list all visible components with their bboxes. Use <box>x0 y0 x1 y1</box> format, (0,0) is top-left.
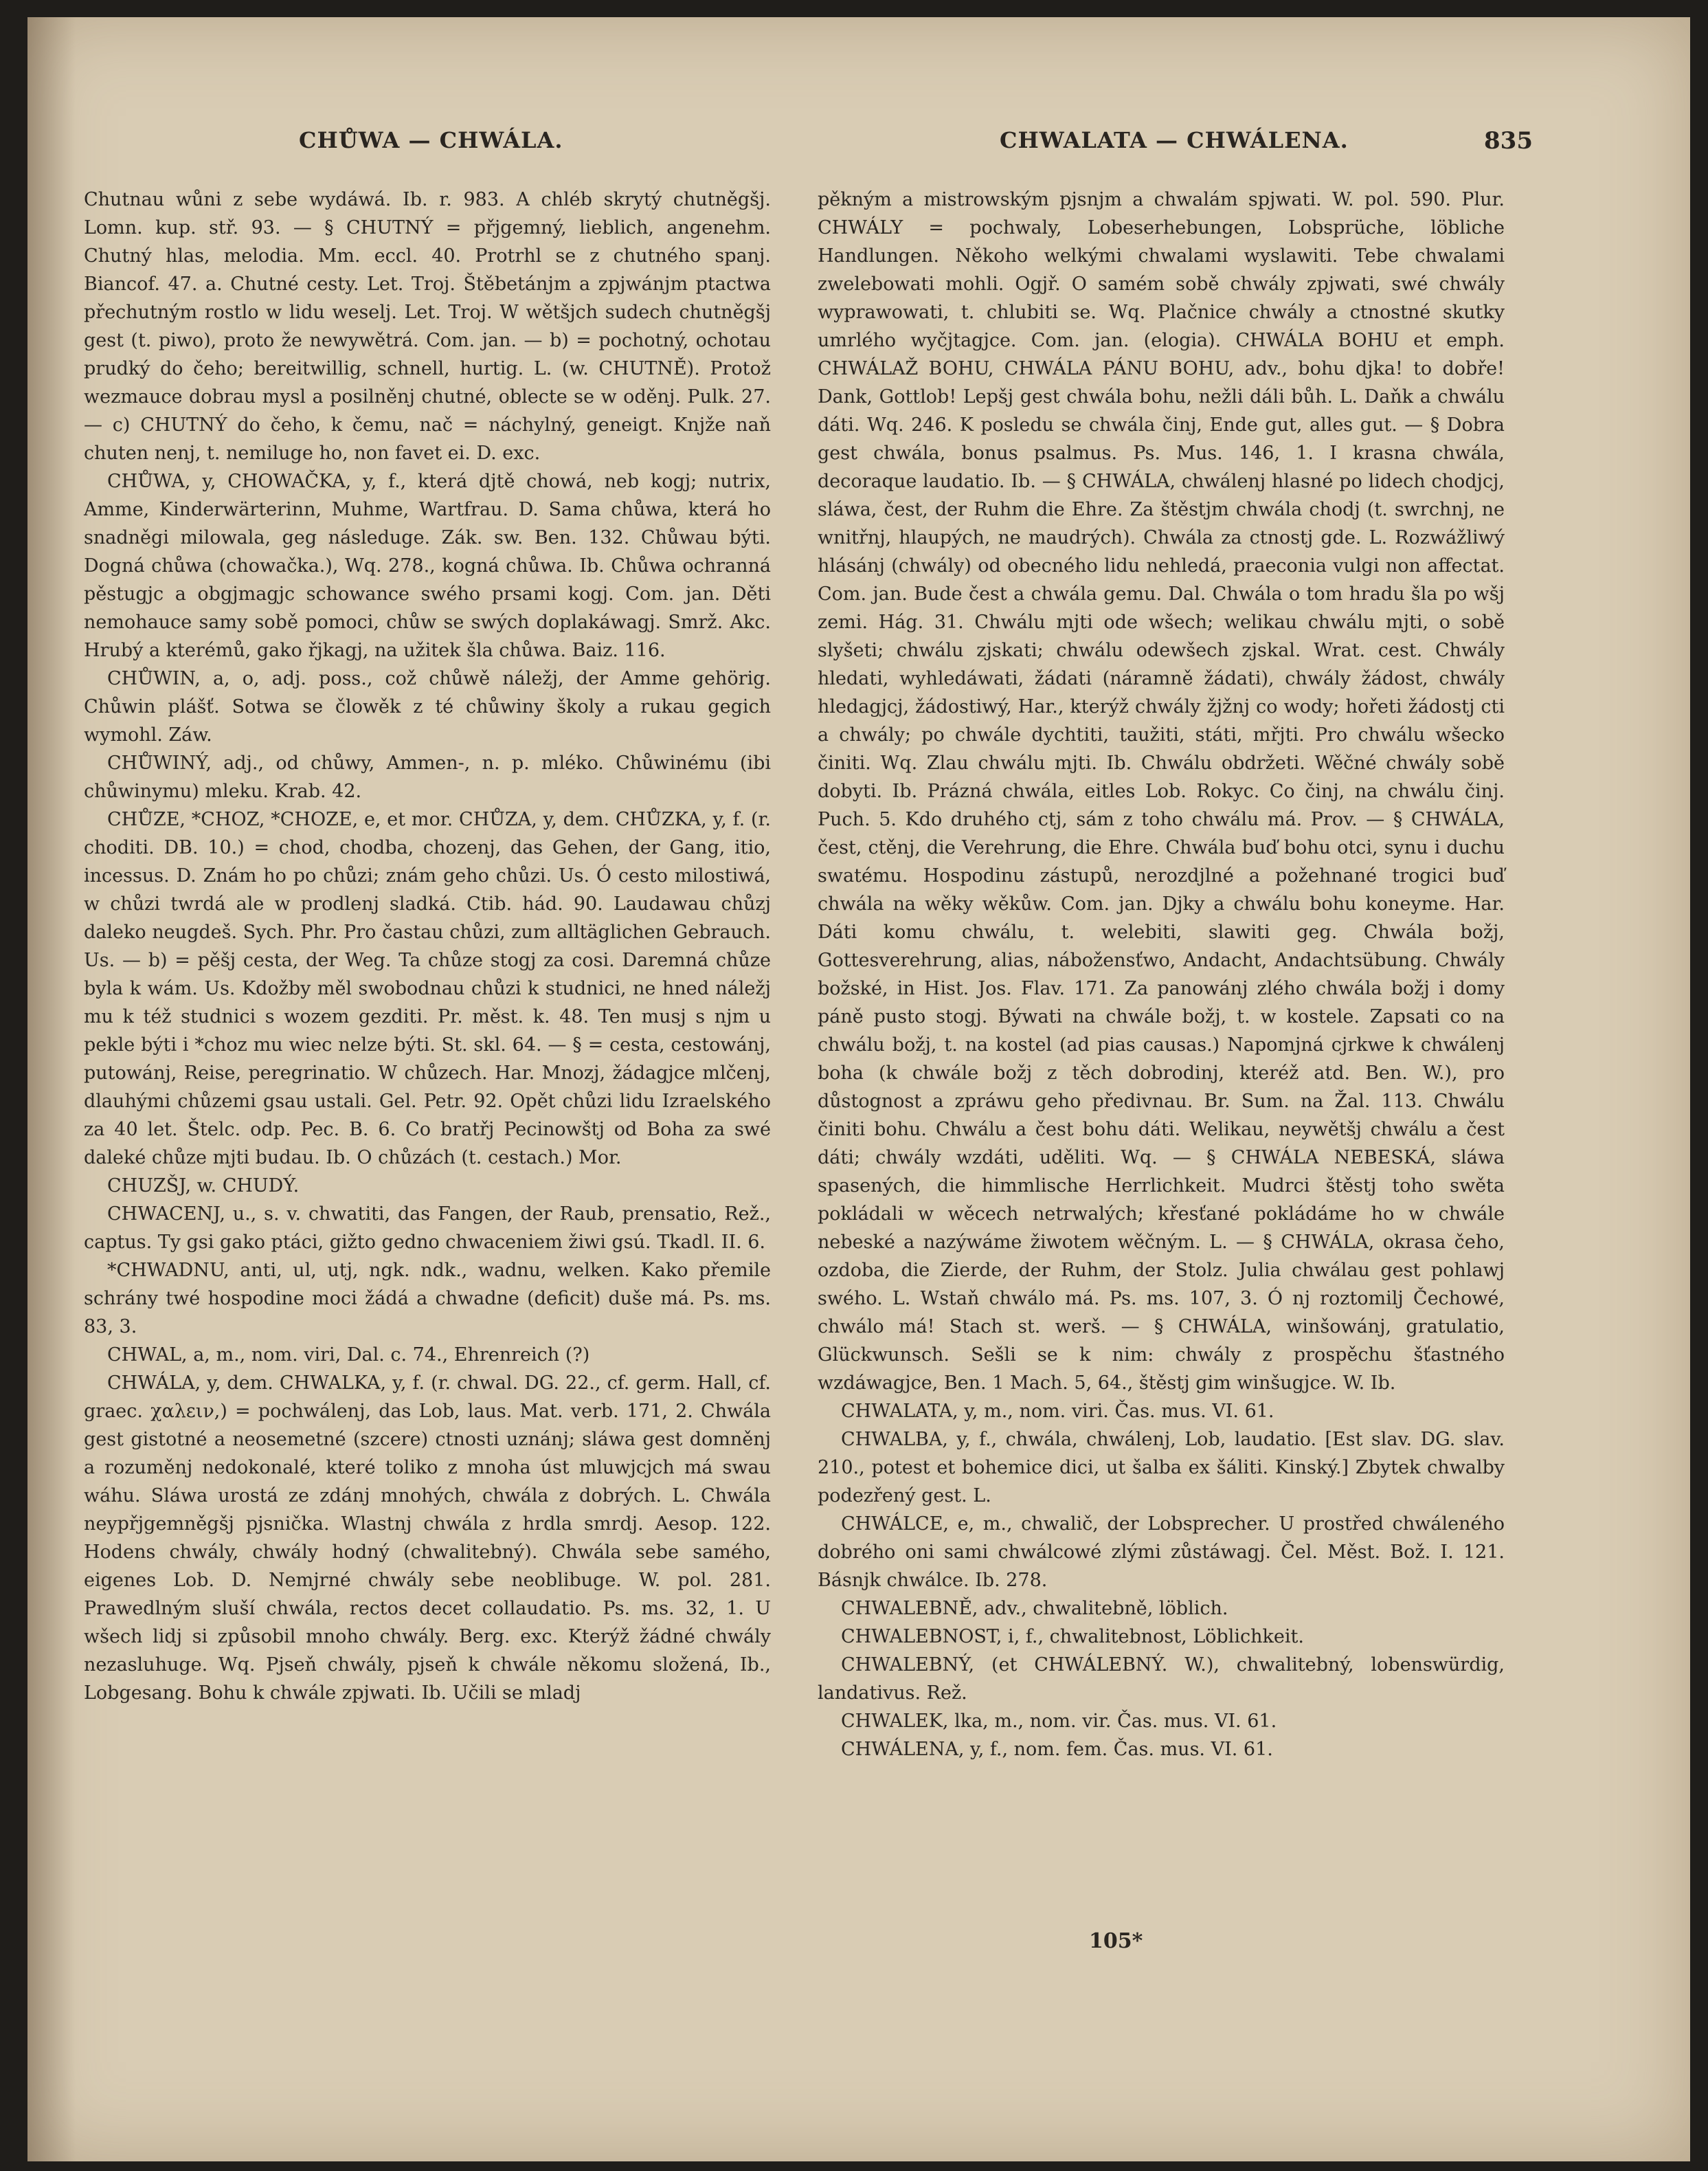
running-head-right: CHWALATA — CHWÁLENA. <box>1000 127 1349 153</box>
running-head-left: CHŮWA — CHWÁLA. <box>299 127 563 153</box>
entry-paragraph: CHŮZE, *CHOZ, *CHOZE, e, et mor. CHŮZA, y, dem. CHŮZKA, y, f. (r. choditi. DB. 10.) = chod, chodba, chozenj, das Gehen, der Gang, itio, incessus. D. Znám ho po chůzi; znám geho chůzi. Us. Ó cesto milostiwá, w chůzi twrdá ale w prodlenj sladká. Ctib. hád. 90. Laudawau chůzj daleko neugdeš. Sych. Phr. Pro častau chůzi, zum alltäglichen Gebrauch. Us. — b) = pěšj cesta, der Weg. Ta chůze stogj za cosi. Daremná chůze byla k wám. Us. Kdožby měl swobodnau chůzi k studnici, ne hned náležj mu k též studnici s wozem gezditi. Pr. měst. k. 48. Ten musj s njm u pekle býti i *choz mu wiec nelze býti. St. skl. 64. — § = cesta, cestowánj, putowánj, Reise, peregrinatio. W chůzech. Har. Mnozj, žádagjce mlčenj, dlauhými chůzemi gsau ustali. Gel. Petr. 92. Opět chůzi lidu Izraelského za 40 let. Štelc. odp. Pec. B. 6. Co bratřj Pecinowštj od Boha za swé daleké chůze mjti budau. Ib. O chůzách (t. cestach.) Mor. <box>84 809 771 1168</box>
entry-paragraph: CHWALEBNĚ, adv., chwalitebně, löblich. <box>841 1598 1228 1619</box>
entry-paragraph: Chutnau wůni z sebe wydáwá. Ib. r. 983. A chléb skrytý chutněgšj. Lomn. kup. stř. 93. — § CHUTNÝ = přjgemný, lieblich, angenehm. Chutný hlas, melodia. Mm. eccl. 40. Protrhl se z chutného spanj. Biancof. 47. a. Chutné cesty. Let. Troj. Štěbetánjm a zpjwánjm ptactwa přechutným rostlo w lidu weselj. Let. Troj. W wětšjch sudech chutněgšj gest (t. piwo), proto že newywětrá. Com. jan. — b) = pochotný, ochotau prudký do čeho; bereitwillig, schnell, hurtig. L. (w. CHUTNĚ). Protož wezmauce dobrau mysl a posilněnj chutné, oblecte se w oděnj. Pulk. 27. — c) CHUTNÝ do čeho, k čemu, nač = náchylný, geneigt. Knjže naň chuten nenj, t. nemiluge ho, non favet ei. D. exc. <box>84 189 771 464</box>
entry-paragraph: CHŮWA, y, CHOWAČKA, y, f., která djtě chowá, neb kogj; nutrix, Amme, Kinderwärterinn, Muhme, Wartfrau. D. Sama chůwa, která ho snadněgi milowala, geg následuge. Zák. sw. Ben. 132. Chůwau býti. Dogná chůwa (chowačka.), Wq. 278., kogná chůwa. Ib. Chůwa ochranná pěstugjc a obgjmagjc schowance swého prsami kogj. Com. jan. Děti nemohauce samy sobě pomoci, chůw se swých doplakáwagj. Smrž. Akc. Hrubý a kterémů, gako řjkagj, na užitek šla chůwa. Baiz. 116. <box>84 471 771 661</box>
left-column <box>84 186 771 1707</box>
page-fold-shadow <box>27 17 76 2161</box>
entry-paragraph: CHŮWIN, a, o, adj. poss., což chůwě náležj, der Amme gehörig. Chůwin plášť. Sotwa se člowěk z té chůwiny školy a rukau gegich wymohl. Záw. <box>84 668 771 746</box>
entry-paragraph: CHUZŠJ, w. CHUDÝ. <box>107 1175 300 1196</box>
page-sheet <box>27 17 1690 2161</box>
signature-mark: 105* <box>1089 1929 1143 1953</box>
page-number: 835 <box>1484 127 1533 155</box>
entry-paragraph: CHWÁLA, y, dem. CHWALKA, y, f. (r. chwal. DG. 22., cf. germ. Hall, cf. graec. χαλειν,) = pochwálenj, das Lob, laus. Mat. verb. 171, 2. Chwála gest gistotné a neosemetné (szcere) ctnosti uznánj; sláwa gest domněnj a rozuměnj nedokonalé, které toliko z mnoha úst mluwjcjch má swau wáhu. Sláwa urostá ze zdánj mnohých, chwála z dobrých. L. Chwála neypřjgemněgšj pjsnička. Wlastnj chwála z hrdla smrdj. Aesop. 122. Hodens chwály, chwály hodný (chwalitebný). Chwála sebe samého, eigenes Lob. D. Nemjrné chwály sebe neoblibuge. W. pol. 281. Prawedlným sluší chwála, rectos decet collaudatio. Ps. ms. 32, 1. U wšech lidj si způsobil mnoho chwály. Berg. exc. Kterýž žádné chwály nezasluhuge. Wq. Pjseň chwály, pjseň k chwále někomu složená, Ib., Lobgesang. Bohu k chwále zpjwati. Ib. Učili se mladj <box>84 1372 771 1704</box>
entry-paragraph: *CHWADNU, anti, ul, utj, ngk. ndk., wadnu, welken. Kako přemile schrány twé hospodine moci žádá a chwadne (deficit) duše má. Ps. ms. 83, 3. <box>84 1260 771 1337</box>
entry-paragraph: CHWÁLENA, y, f., nom. fem. Čas. mus. VI. 61. <box>841 1739 1273 1760</box>
entry-paragraph: CHWALEK, lka, m., nom. vir. Čas. mus. VI. 61. <box>841 1711 1277 1732</box>
entry-paragraph: CHWALEBNOST, i, f., chwalitebnost, Löblichkeit. <box>841 1626 1304 1647</box>
entry-paragraph: CHWALATA, y, m., nom. viri. Čas. mus. VI. 61. <box>841 1401 1274 1422</box>
entry-paragraph: CHWAL, a, m., nom. viri, Dal. c. 74., Ehrenreich (?) <box>107 1344 590 1366</box>
right-column <box>818 186 1505 1763</box>
entry-paragraph: CHWALBA, y, f., chwála, chwálenj, Lob, laudatio. [Est slav. DG. slav. 210., potest et bohemice dici, ut šalba ex šáliti. Kinský.] Zbytek chwalby podezřený gest. L. <box>818 1429 1505 1506</box>
entry-paragraph: CHWÁLCE, e, m., chwalič, der Lobsprecher. U prostřed chwáleného dobrého oni sami chwálcowé zlými zůstáwagj. Čel. Měst. Bož. I. 121. Básnjk chwálce. Ib. 278. <box>818 1513 1505 1591</box>
entry-paragraph: CHŮWINÝ, adj., od chůwy, Ammen-, n. p. mléko. Chůwinému (ibi chůwinymu) mleku. Krab. 42. <box>84 753 771 802</box>
entry-paragraph: pěkným a mistrowským pjsnjm a chwalám spjwati. W. pol. 590. Plur. CHWÁLY = pochwaly, Lobeserhebungen, Lobsprüche, löbliche Handlungen. Někoho welkými chwalami wyslawiti. Tebe chwalami zwelebowati mohli. Ogjř. O samém sobě chwály zpjwati, swé chwály wyprawowati, t. chlubiti se. Wq. Plačnice chwály a ctnostné skutky umrlého wyčjtagjce. Com. jan. (elogia). CHWÁLA BOHU et emph. CHWÁLAŽ BOHU, CHWÁLA PÁNU BOHU, adv., bohu djka! to dobře! Dank, Gottlob! Lepšj gest chwála bohu, nežli dáli bůh. L. Daňk a chwálu dáti. Wq. 246. K posledu se chwála činj, Ende gut, alles gut. — § Dobra gest chwála, bonus psalmus. Ps. Mus. 146, 1. I krasna chwála, decoraque laudatio. Ib. — § CHWÁLA, chwálenj hlasné po lidech chodjcj, sláwa, čest, der Ruhm die Ehre. Za štěstjm chwála chodj (t. swrchnj, ne wnitřnj, hlaupých, ne maudrých). Chwála za ctnostj gde. L. Rozwážliwý hlásánj (chwály) od obecného lidu nehledá, praeconia vulgi non affectat. Com. jan. Bude čest a chwála gemu. Dal. Chwála o tom hradu šla po wšj zemi. Hág. 31. Chwálu mjti ode wšech; welikau chwálu mjti, o sobě slyšeti; chwálu zjskati; chwálu odewšech zjskal. Wrat. cest. Chwály hledati, wyhledáwati, žádati (náramně žádati), chwály žádost, chwály hledagjcj, žádostiwý, Har., kterýž chwály žjžnj co wody; hořeti žádostj cti a chwály; po chwále dychtiti, taužiti, státi, mřjti. Pro chwálu wšecko činiti. Wq. Zlau chwálu mjti. Ib. Chwálu obdržeti. Wěčné chwály sobě dobyti. Ib. Prázná chwála, eitles Lob. Rokyc. Co činj, na chwálu činj. Puch. 5. Kdo druhého ctj, sám z toho chwálu má. Prov. — § CHWÁLA, čest, ctěnj, die Verehrung, die Ehre. Chwála buď bohu otci, synu i duchu swatému. Hospodinu zástupů, nerozdjlné a požehnané trogici buď chwála na wěky wěkůw. Com. jan. Djky a chwálu bohu koneyme. Har. Dáti komu chwálu, t. welebiti, slawiti geg. Chwála božj, Gottesverehrung, alias, nábožensťwo, Andacht, Andachtsübung. Chwály božské, in Hist. Jos. Flav. 171. Za panowánj zlého chwála božj i domy páně pusto stogj. Býwati na chwále božj, t. w kostele. Zapsati co na chwálu božj, t. na kostel (ad pias causas.) Napomjná cjrkwe k chwálenj boha (k chwále božj z těch dobrodinj, kteréž atd. Ben. W.), pro důstognost a zpráwu geho předivnau. Br. Sum. na Žal. 113. Chwálu činiti bohu. Chwálu a čest bohu dáti. Welikau, neywětšj chwálu a čest dáti; chwály wzdáti, uděliti. Wq. — § CHWÁLA NEBESKÁ, sláwa spasených, die himmlische Herrlichkeit. Mudrci štěstj toho swěta pokládali w wěcech netrwalých; křesťané pokládáme ho w chwále nebeské a nazýwáme žiwotem wěčným. L. — § CHWÁLA, okrasa čeho, ozdoba, die Zierde, der Ruhm, der Stolz. Julia chwálau gest pohlawj swého. L. Wstaň chwálo má. Ps. ms. 107, 3. Ó nj roztomilj Čechowé, chwálo má! Stach st. werš. — § CHWÁLA, winšowánj, gratulatio, Glückwunsch. Sešli se k nim: chwály z prospěchu šťastného wzdáwagjce, Ben. 1 Mach. 5, 64., štěstj gim winšugjce. W. Ib. <box>818 189 1505 1394</box>
entry-paragraph: CHWALEBNÝ, (et CHWÁLEBNÝ. W.), chwalitebný, lobenswürdig, landativus. Rež. <box>818 1654 1505 1704</box>
entry-paragraph: CHWACENJ, u., s. v. chwatiti, das Fangen, der Raub, prensatio, Rež., captus. Ty gsi gako ptáci, gižto gedno chwaceniem žiwi gsú. Tkadl. II. 6. <box>84 1203 771 1253</box>
